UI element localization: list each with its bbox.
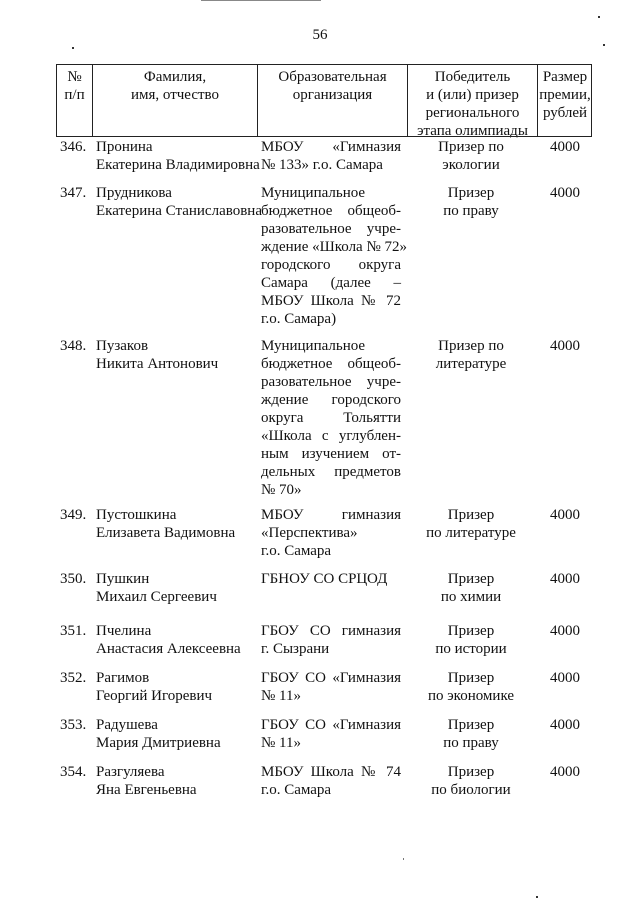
header-name [92, 64, 257, 136]
header-amount-line: рублей [542, 105, 588, 121]
org-line: МБОУ Школа № 72 [261, 293, 401, 309]
org-line: ГБОУ СО «Гимназия [261, 717, 401, 733]
row-amount: 4000 [550, 185, 580, 201]
org-line: округа Тольятти [261, 410, 401, 426]
header-amount-line: Размер [542, 69, 588, 85]
org-line: городского округа [261, 257, 401, 273]
surname: Пронина [96, 139, 153, 155]
surname: Прудникова [96, 185, 172, 201]
row-name [96, 506, 256, 542]
scan-edge-line [201, 0, 321, 1]
header-award-line: этапа олимпиады [417, 123, 528, 139]
row-number: 354. [60, 764, 87, 780]
row-name [96, 763, 256, 799]
given-names: Мария Дмитриевна [96, 735, 221, 751]
given-names: Екатерина Станиславовна [96, 203, 262, 219]
org-line: г.о. Самара) [261, 311, 337, 327]
scan-speck [603, 44, 605, 46]
given-names: Георгий Игоревич [96, 688, 213, 704]
row-name [96, 622, 256, 658]
row-award [406, 138, 536, 174]
row-number: 353. [60, 717, 87, 733]
row-organization [261, 337, 401, 499]
org-line: Муниципальное [261, 185, 366, 201]
org-line: ждение городского [261, 392, 401, 408]
award-line: экологии [442, 157, 500, 173]
given-names: Елизавета Вадимовна [96, 525, 236, 541]
org-line: бюджетное общеоб- [261, 203, 401, 219]
row-organization [261, 763, 401, 799]
scan-speck [536, 896, 538, 898]
row-award [406, 184, 536, 220]
award-line: Призер по [438, 139, 504, 155]
row-award [406, 622, 536, 658]
row-name [96, 570, 256, 606]
org-line: ГБОУ СО «Гимназия [261, 670, 401, 686]
org-line: разовательное учре- [261, 221, 401, 237]
award-line: Призер [447, 717, 495, 733]
org-line: г.о. Самара [261, 782, 332, 798]
row-amount: 4000 [550, 623, 580, 639]
org-line: г.о. Самара [261, 543, 332, 559]
org-line: № 70» [261, 482, 302, 498]
row-amount: 4000 [550, 571, 580, 587]
given-names: Михаил Сергеевич [96, 589, 217, 605]
row-number: 352. [60, 670, 87, 686]
header-name-line: имя, отчество [130, 87, 220, 103]
award-line: Призер [447, 764, 495, 780]
row-organization [261, 716, 401, 752]
header-amount [537, 64, 592, 136]
row-organization [261, 138, 401, 174]
row-award [406, 337, 536, 373]
header-num-line: № [67, 69, 82, 85]
surname: Радушева [96, 717, 158, 733]
award-line: Призер [447, 571, 495, 587]
header-award-line: и (или) призер [426, 87, 519, 103]
row-award [406, 506, 536, 542]
header-num [56, 64, 92, 136]
row-name [96, 337, 256, 373]
row-name [96, 138, 260, 174]
header-name-line: Фамилия, [143, 69, 207, 85]
row-number: 351. [60, 623, 87, 639]
header-num-line: п/п [64, 87, 85, 103]
row-amount: 4000 [550, 139, 580, 155]
award-line: по химии [440, 589, 502, 605]
row-award [406, 669, 536, 705]
header-bottom-rule [56, 136, 592, 137]
row-organization [261, 669, 401, 705]
org-line: № 133» г.о. Самара [261, 157, 383, 173]
row-name [96, 669, 256, 705]
row-number: 348. [60, 338, 87, 354]
org-line: МБОУ «Гимназия [261, 139, 401, 155]
org-line: МБОУ Школа № 74 [261, 764, 401, 780]
org-line: разовательное учре- [261, 374, 401, 390]
surname: Пчелина [96, 623, 152, 639]
given-names: Яна Евгеньевна [96, 782, 197, 798]
award-line: по праву [443, 735, 499, 751]
org-line: дельных предметов [261, 464, 401, 480]
row-name [96, 716, 256, 752]
award-line: по биологии [431, 782, 511, 798]
org-line: «Школа с углублен- [261, 428, 401, 444]
row-number: 346. [60, 139, 87, 155]
award-line: по истории [435, 641, 507, 657]
header-org-line: Образовательная [278, 69, 387, 85]
scan-speck [598, 16, 600, 18]
page-number: 56 [312, 27, 328, 43]
surname: Пузаков [96, 338, 149, 354]
award-line: литературе [435, 356, 507, 372]
row-name [96, 184, 262, 220]
row-amount: 4000 [550, 717, 580, 733]
award-line: Призер [447, 185, 495, 201]
award-line: Призер [447, 670, 495, 686]
org-line: ГБОУ СО гимназия [261, 623, 401, 639]
award-line: Призер по [438, 338, 504, 354]
org-line: Самара (далее – [261, 275, 401, 291]
given-names: Никита Антонович [96, 356, 219, 372]
surname: Рагимов [96, 670, 150, 686]
header-right-rule [591, 64, 592, 136]
row-award [406, 716, 536, 752]
given-names: Анастасия Алексеевна [96, 641, 241, 657]
header-award [407, 64, 537, 139]
row-organization [261, 506, 401, 560]
org-line: № 11» [261, 688, 302, 704]
scan-speck [72, 47, 74, 49]
scan-speck [403, 858, 404, 860]
award-line: по экономике [427, 688, 515, 704]
org-line: ным изучением от- [261, 446, 401, 462]
org-line: ГБНОУ СО СРЦОД [261, 571, 388, 587]
row-organization [261, 184, 408, 328]
org-line: «Перспектива» [261, 525, 358, 541]
row-award [406, 570, 536, 606]
table-header [56, 64, 592, 139]
row-organization [261, 570, 401, 588]
org-line: Муниципальное [261, 338, 366, 354]
surname: Пушкин [96, 571, 150, 587]
row-number: 350. [60, 571, 87, 587]
award-line: Призер [447, 623, 495, 639]
header-amount-line: премии, [539, 87, 591, 103]
row-number: 347. [60, 185, 87, 201]
award-line: Призер [447, 507, 495, 523]
row-amount: 4000 [550, 764, 580, 780]
header-award-line: регионального [425, 105, 520, 121]
row-organization [261, 622, 401, 658]
award-line: по литературе [426, 525, 516, 541]
row-amount: 4000 [550, 338, 580, 354]
row-amount: 4000 [550, 670, 580, 686]
award-line: по праву [443, 203, 499, 219]
row-number: 349. [60, 507, 87, 523]
org-line: МБОУ гимназия [261, 507, 401, 523]
org-line: № 11» [261, 735, 302, 751]
header-award-line: Победитель [434, 69, 511, 85]
org-line: ждение «Школа № 72» [261, 239, 408, 255]
row-award [406, 763, 536, 799]
surname: Пустошкина [96, 507, 177, 523]
org-line: бюджетное общеоб- [261, 356, 401, 372]
row-amount: 4000 [550, 507, 580, 523]
header-org-line: организация [292, 87, 373, 103]
surname: Разгуляева [96, 764, 165, 780]
given-names: Екатерина Владимировна [96, 157, 260, 173]
org-line: г. Сызрани [261, 641, 330, 657]
header-org [257, 64, 407, 136]
